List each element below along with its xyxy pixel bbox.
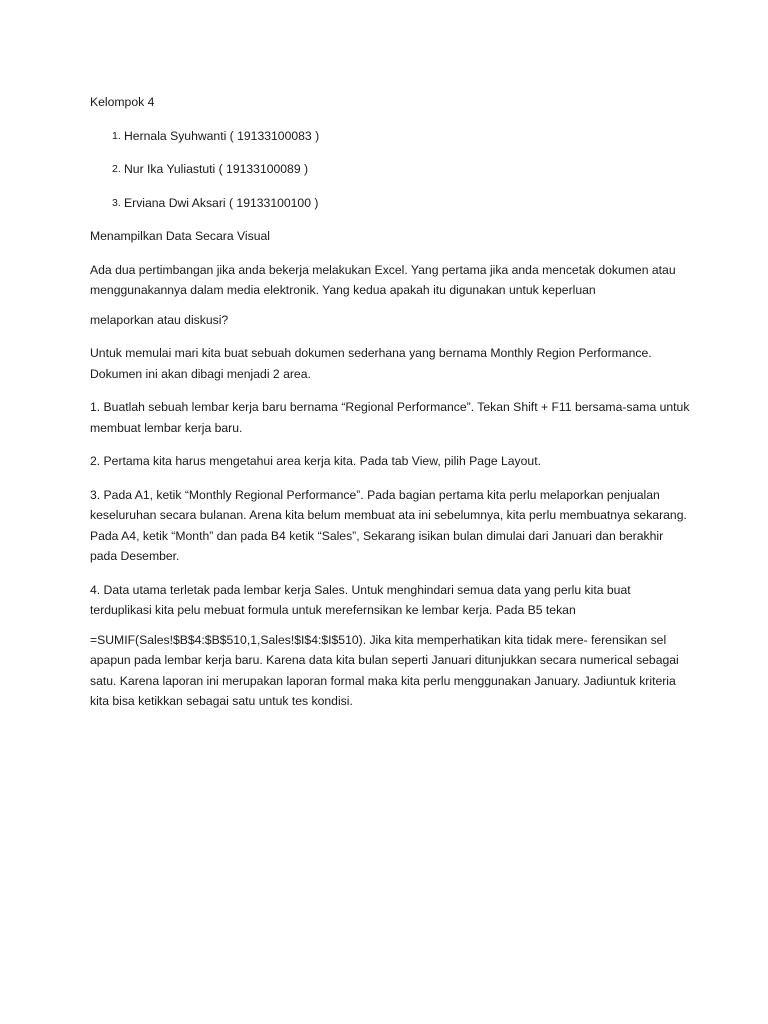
paragraph-start: Untuk memulai mari kita buat sebuah dokumen sederhana yang bernama Monthly Region Performance. Dokumen ini akan dibagi menjadi 2 area.	[90, 346, 652, 381]
document-page	[90, 92, 690, 725]
paragraph-intro-continued: melaporkan atau diskusi?	[90, 312, 229, 327]
member-number: 2.	[112, 163, 121, 175]
member-list	[90, 126, 690, 214]
member-item	[90, 193, 690, 214]
member-item	[90, 159, 690, 180]
group-title: Kelompok 4	[90, 95, 155, 109]
paragraph-formula: =SUMIF(Sales!$B$4:$B$510,1,Sales!$I$4:$I$510). Jika kita memperhatikan kita tidak mere- ferensikan sel apapun pada lembar kerja baru. Karena data kita bulan seperti Januari ditunjukkan secara numerical sebagai satu. Karena laporan ini merupakan laporan formal maka kita perlu menggunakan January. Jadiuntuk kriteria kita bisa ketikkan sebagai satu untuk tes kondisi.	[90, 632, 679, 708]
paragraph-step-1: 1. Buatlah sebuah lembar kerja baru bernama “Regional Performance”. Tekan Shift + F11 bersama-sama untuk membuat lembar kerja baru.	[90, 400, 690, 435]
section-title: Menampilkan Data Secara Visual	[90, 229, 270, 243]
member-item	[90, 126, 690, 147]
member-text: Nur Ika Yuliastuti ( 19133100089 )	[124, 162, 309, 176]
paragraph-step-3: 3. Pada A1, ketik “Monthly Regional Performance”. Pada bagian pertama kita perlu melaporkan penjualan keseluruhan secara bulanan. Arena kita belum membuat ata ini sebelumnya, kita perlu membuatnya sekarang. Pada A4, ketik “Month” dan pada B4 ketik “Sales”, Sekarang isikan bulan dimulai dari Januari dan berakhir pada Desember.	[90, 487, 687, 563]
paragraph-step-4: 4. Data utama terletak pada lembar kerja Sales. Untuk menghindari semua data yang perlu kita buat terduplikasi kita pelu mebuat formula untuk merefernsikan ke lembar kerja. Pada B5 tekan	[90, 582, 631, 617]
member-text: Hernala Syuhwanti ( 19133100083 )	[124, 128, 320, 143]
paragraph-step-2: 2. Pertama kita harus mengetahui area kerja kita. Pada tab View, pilih Page Layout.	[90, 454, 541, 468]
member-number: 3.	[112, 196, 121, 209]
member-number: 1.	[112, 129, 121, 142]
member-text: Erviana Dwi Aksari ( 19133100100 )	[124, 195, 319, 210]
paragraph-intro: Ada dua pertimbangan jika anda bekerja melakukan Excel. Yang pertama jika anda mencetak dokumen atau menggunakannya dalam media elektronik. Yang kedua apakah itu digunakan untuk keperluan	[90, 262, 676, 297]
